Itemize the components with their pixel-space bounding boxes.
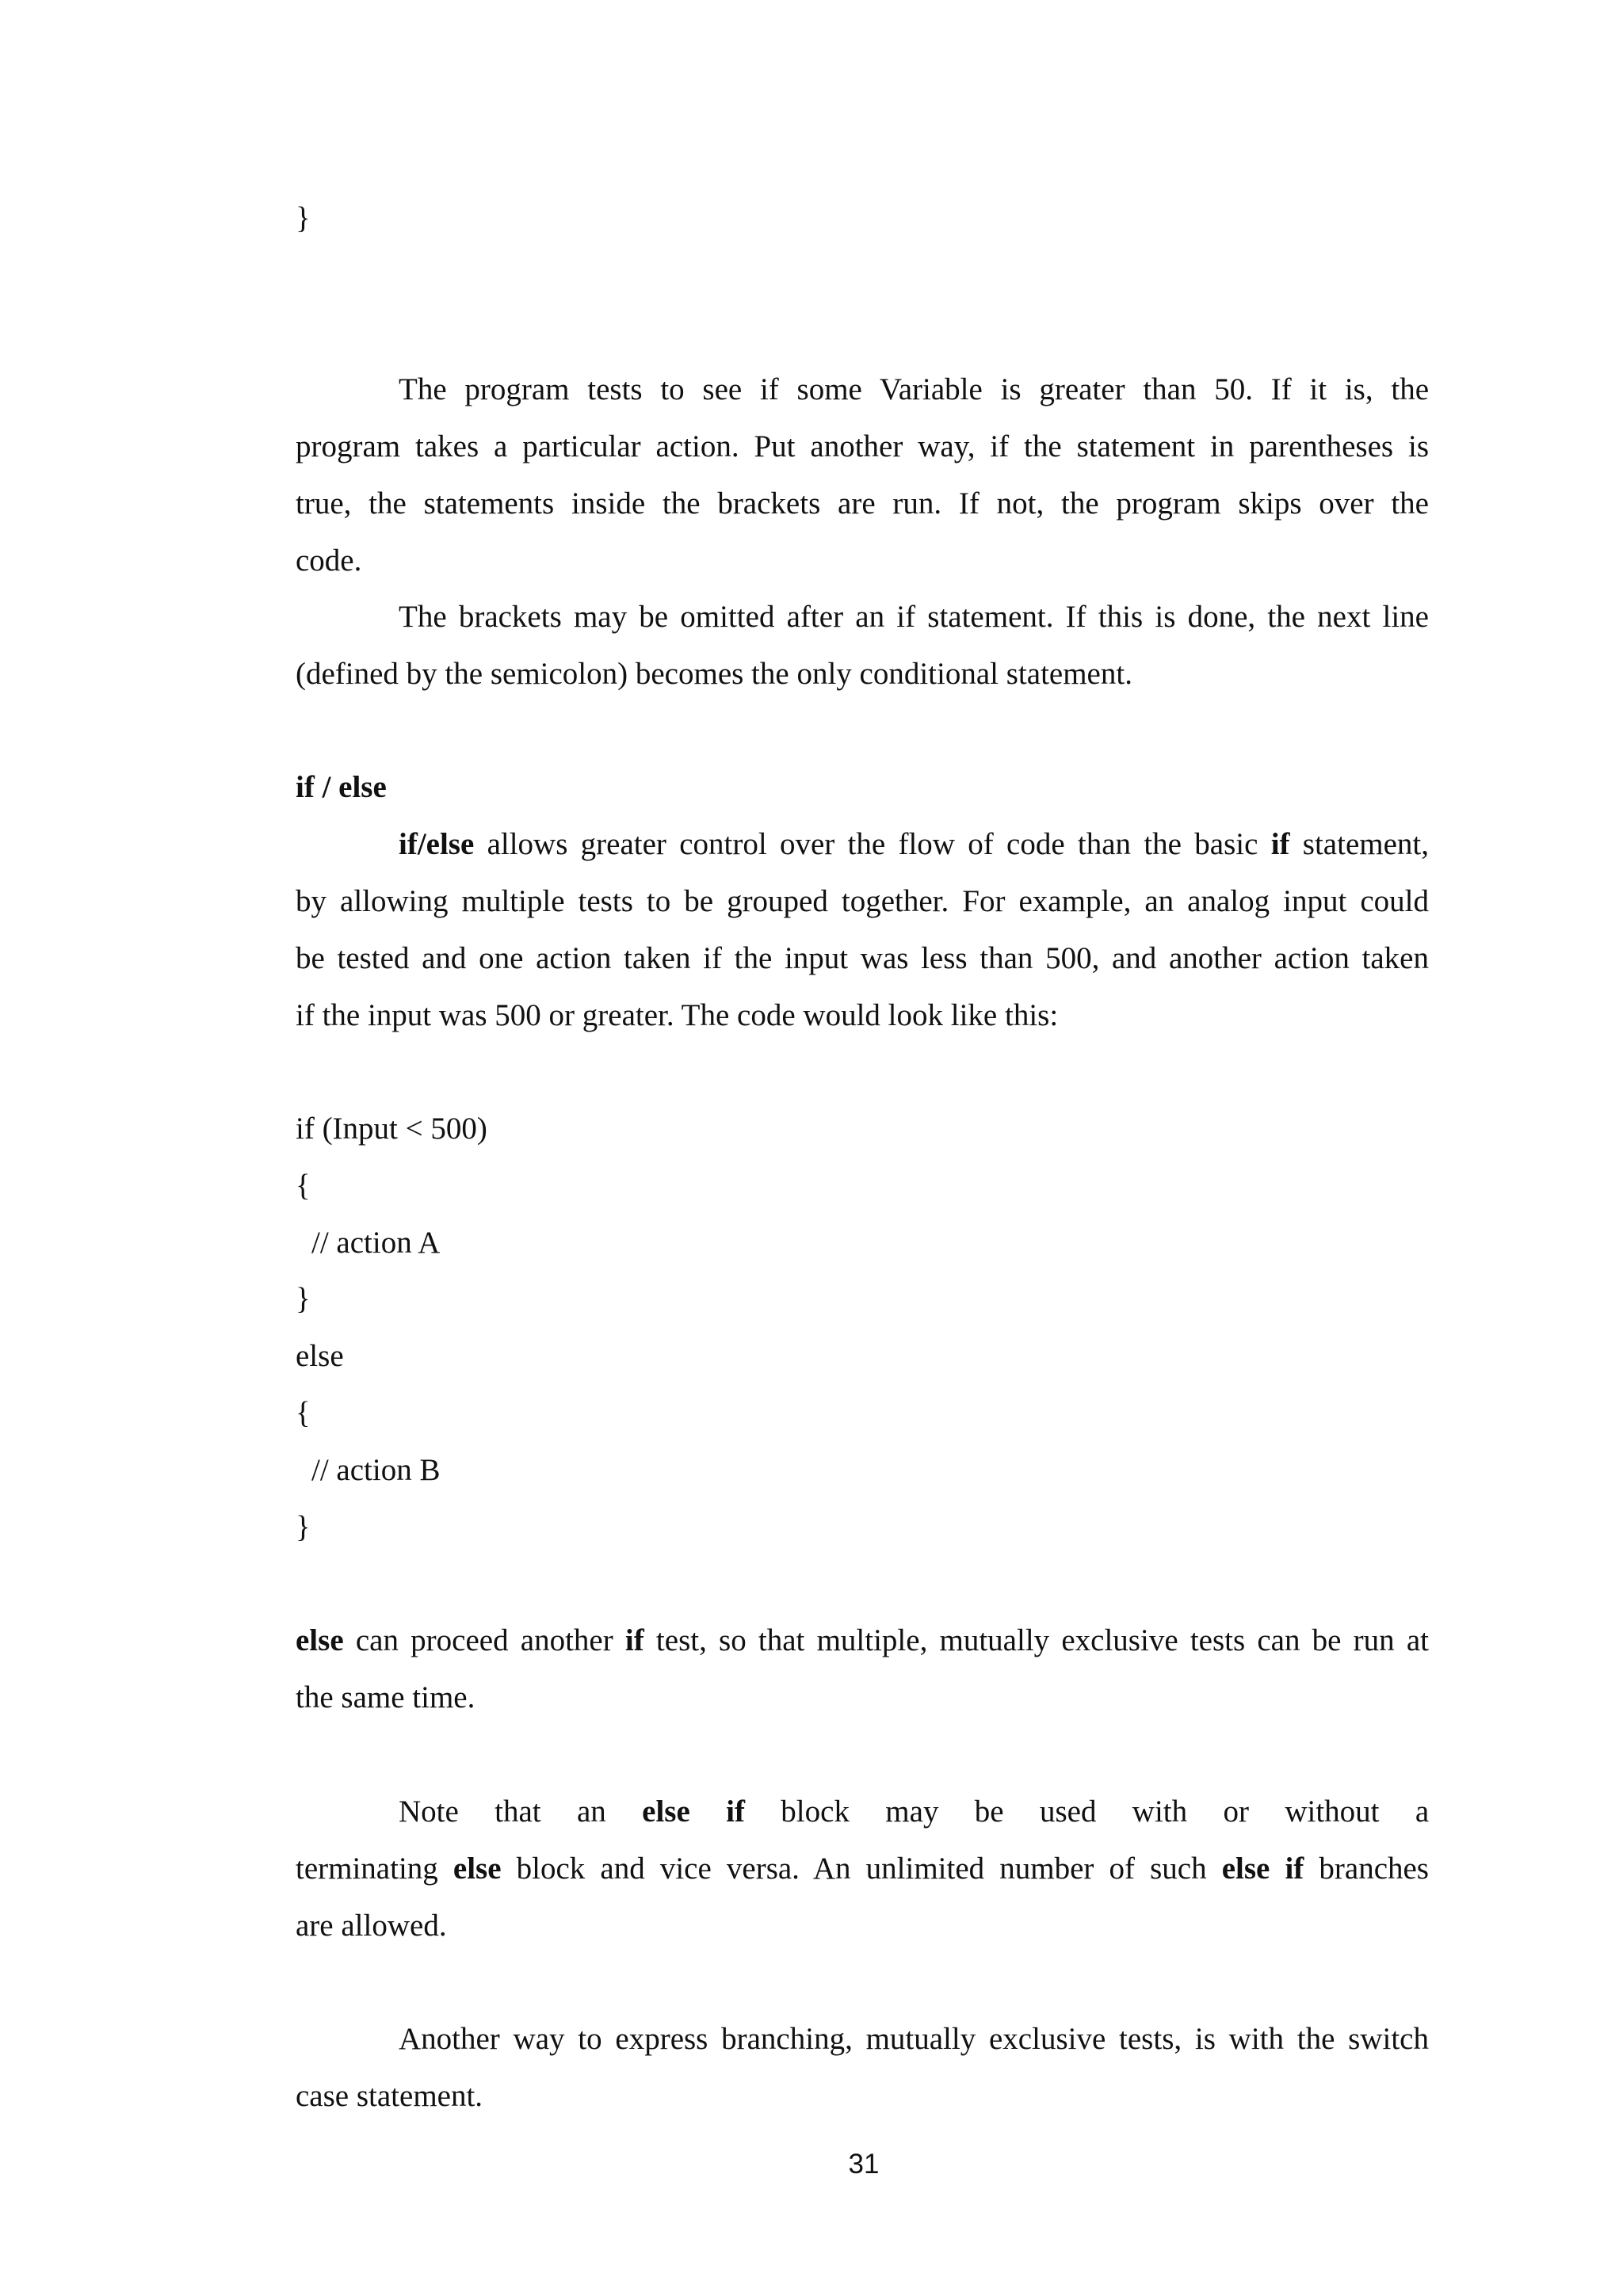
code-line: if (Input < 500): [296, 1112, 487, 1146]
keyword-bold: if/else: [399, 827, 475, 861]
text-line: the same time.: [296, 1680, 475, 1714]
text-line: (defined by the semicolon) becomes the only conditional statement.: [296, 657, 1132, 691]
text-line: Note that an else if block may be used with or without a: [399, 1794, 1430, 1829]
section-heading: if / else: [296, 770, 387, 804]
keyword-bold: else: [453, 1852, 502, 1886]
text-line: true, the statements inside the brackets are run. If not, the program skips over the: [296, 486, 1429, 521]
code-comment: // action A: [311, 1226, 441, 1260]
text-line: are allowed.: [296, 1909, 447, 1943]
text-line: if the input was 500 or greater. The code would look like this:: [296, 998, 1059, 1032]
text-line: program takes a particular action. Put another way, if the statement in parentheses is: [296, 429, 1429, 463]
keyword-bold: else if: [1221, 1852, 1304, 1886]
code-line: {: [296, 1169, 311, 1203]
page-number: 31: [848, 2149, 880, 2180]
code-line: else: [296, 1339, 344, 1373]
text-line: The program tests to see if some Variable is greater than 50. If it is, the: [399, 372, 1429, 406]
keyword-bold: else: [642, 1794, 690, 1829]
text-line: be tested and one action taken if the input was less than 500, and another action taken: [296, 941, 1429, 975]
keyword-bold: if: [1270, 827, 1290, 861]
text-line: Another way to express branching, mutually exclusive tests, is with the switch: [399, 2022, 1429, 2056]
keyword-bold: else: [296, 1623, 344, 1657]
keyword-bold: if: [624, 1623, 644, 1657]
text-line: code.: [296, 543, 362, 578]
code-comment: // action B: [311, 1453, 441, 1487]
code-close-brace: }: [296, 201, 311, 235]
text-line: case statement.: [296, 2079, 483, 2113]
code-line: }: [296, 1510, 311, 1544]
text-line: else can proceed another if test, so that multiple, mutually exclusive tests can be run at: [296, 1623, 1429, 1657]
text-line: if/else allows greater control over the flow of code than the basic if statement,: [399, 827, 1429, 861]
text-line: terminating else block and vice versa. An unlimited number of such else if branches: [296, 1852, 1429, 1886]
keyword-bold: if: [726, 1794, 745, 1829]
text-line: by allowing multiple tests to be grouped together. For example, an analog input could: [296, 884, 1429, 918]
code-line: {: [296, 1396, 311, 1430]
code-line: }: [296, 1282, 311, 1316]
text-line: The brackets may be omitted after an if statement. If this is done, the next line: [399, 600, 1429, 634]
